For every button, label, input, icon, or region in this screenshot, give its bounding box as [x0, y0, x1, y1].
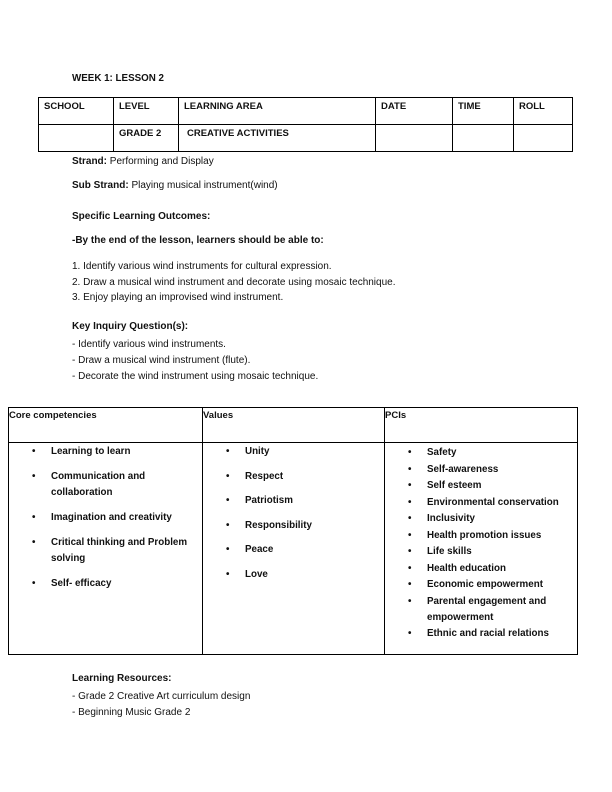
bullet-icon: • [32, 446, 36, 457]
value-item-label: Peace [245, 544, 274, 555]
bullet-icon: • [226, 544, 230, 555]
pci-item [408, 544, 577, 560]
bullet-icon: • [408, 529, 412, 541]
value-item-label: Responsibility [245, 519, 312, 531]
bullet-icon: • [408, 463, 412, 475]
school-value [39, 125, 114, 152]
value-item [226, 493, 384, 509]
bullet-icon: • [408, 562, 412, 574]
bullet-icon: • [32, 471, 36, 482]
kiq-item: - Decorate the wind instrument using mosaic technique. [72, 371, 319, 382]
pcis-list [385, 443, 577, 642]
bullet-icon: • [226, 519, 230, 531]
pci-item [408, 561, 577, 577]
sub-strand [72, 180, 278, 191]
header-time: TIME [453, 98, 514, 125]
core-competency-item [32, 444, 201, 460]
bullet-icon: • [408, 628, 412, 639]
pci-item [408, 528, 577, 544]
value-item [226, 567, 384, 583]
bullet-icon: • [408, 595, 412, 607]
competencies-table [8, 407, 578, 655]
header-date: DATE [376, 98, 453, 125]
kiq-heading: Key Inquiry Question(s): [72, 321, 189, 332]
pci-item-label: Self esteem [427, 480, 482, 491]
pci-item-label: Parental engagement and empowerment [427, 595, 547, 623]
pci-item [408, 577, 577, 593]
core-competency-item-label: Critical thinking and Problem solving [51, 537, 188, 564]
bullet-icon: • [226, 470, 230, 482]
kiq-item: - Identify various wind instruments. [72, 339, 226, 350]
level-value: GRADE 2 [114, 125, 179, 152]
info-value-row [39, 125, 573, 152]
pci-item [408, 478, 577, 494]
info-header-row [39, 98, 573, 125]
core-competency-item-label: Imagination and creativity [51, 512, 172, 523]
outcome: 1. Identify various wind instruments for cultural expression. [72, 261, 332, 272]
value-item [226, 518, 384, 534]
competencies-header-row [9, 408, 578, 443]
pci-item-label: Ethnic and racial relations [427, 628, 549, 639]
pci-item-label: Self-awareness [427, 463, 499, 475]
resource-item: - Beginning Music Grade 2 [72, 707, 191, 718]
bullet-icon: • [226, 495, 230, 506]
strand-value: Performing and Display [107, 156, 214, 167]
sub-strand-value: Playing musical instrument(wind) [128, 180, 278, 191]
core-competency-item-label: Communication and collaboration [51, 471, 146, 498]
outcome: 2. Draw a musical wind instrument and decorate using mosaic technique. [72, 276, 396, 288]
core-competency-item-label: Self- efficacy [51, 578, 112, 589]
header-core-competencies: Core competencies [9, 408, 203, 443]
roll-value [514, 125, 573, 152]
pci-item [408, 511, 577, 527]
core-competency-item [32, 576, 201, 592]
competencies-body-row [9, 443, 578, 655]
bullet-icon: • [32, 512, 36, 523]
pci-item-label: Safety [427, 447, 457, 458]
lesson-title: WEEK 1: LESSON 2 [72, 73, 164, 84]
strand [72, 156, 214, 167]
bullet-icon: • [408, 546, 412, 557]
pci-item [408, 594, 577, 626]
bullet-icon: • [226, 568, 230, 580]
slo-heading: Specific Learning Outcomes: [72, 211, 211, 222]
header-pcis: PCIs [385, 408, 578, 443]
bullet-icon: • [408, 447, 412, 458]
resources-heading: Learning Resources: [72, 673, 172, 684]
value-item [226, 444, 384, 460]
header-school: SCHOOL [39, 98, 114, 125]
core-competency-item-label: Learning to learn [51, 446, 131, 457]
pci-item-label: Health promotion issues [427, 529, 542, 541]
resources-list [72, 689, 250, 721]
pci-item [408, 445, 577, 461]
bullet-icon: • [32, 537, 36, 548]
date-value [376, 125, 453, 152]
pci-item-label: Environmental conservation [427, 496, 559, 508]
value-item [226, 542, 384, 558]
bullet-icon: • [408, 513, 412, 524]
pci-item [408, 462, 577, 478]
core-competency-item [32, 535, 201, 567]
value-item-label: Love [245, 568, 268, 580]
lesson-info-table [38, 97, 573, 152]
core-competency-item [32, 510, 201, 526]
core-competency-item [32, 469, 201, 501]
pci-item-label: Economic empowerment [427, 579, 543, 590]
value-item-label: Patriotism [245, 495, 293, 506]
outcome: 3. Enjoy playing an improvised wind instrument. [72, 292, 284, 304]
bullet-icon: • [408, 496, 412, 508]
pci-item-label: Inclusivity [427, 513, 475, 524]
kiq-list [72, 337, 318, 385]
value-item-label: Unity [245, 446, 270, 457]
core-competencies-list [9, 443, 202, 592]
outcomes-list [72, 259, 396, 306]
pci-item-label: Health education [427, 562, 506, 574]
values-list [203, 443, 384, 583]
value-item-label: Respect [245, 470, 284, 482]
learning-area-value: CREATIVE ACTIVITIES [179, 125, 376, 152]
header-level: LEVEL [114, 98, 179, 125]
bullet-icon: • [32, 578, 36, 589]
value-item [226, 469, 384, 485]
pci-item [408, 626, 577, 642]
pci-item-label: Life skills [427, 546, 472, 557]
slo-intro: -By the end of the lesson, learners should be able to: [72, 235, 324, 246]
bullet-icon: • [408, 579, 412, 590]
kiq-item: - Draw a musical wind instrument (flute). [72, 355, 251, 366]
resource-item: - Grade 2 Creative Art curriculum design [72, 691, 251, 702]
header-learning-area: LEARNING AREA [179, 98, 376, 125]
pci-item [408, 495, 577, 511]
strand-label: Strand: [72, 156, 107, 167]
sub-strand-label: Sub Strand: [72, 180, 129, 191]
time-value [453, 125, 514, 152]
header-values: Values [203, 408, 385, 443]
header-roll: ROLL [514, 98, 573, 125]
bullet-icon: • [226, 446, 230, 457]
bullet-icon: • [408, 480, 412, 491]
